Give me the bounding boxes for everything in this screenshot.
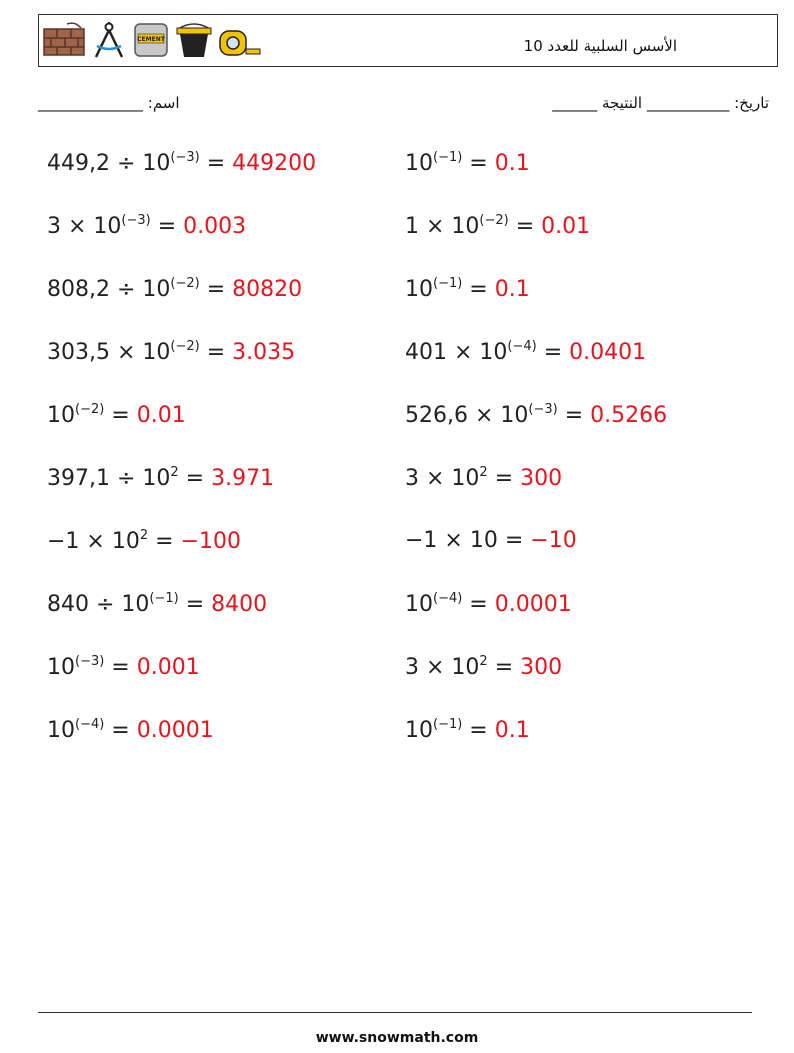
- problem-exponent: (−1): [433, 276, 463, 291]
- equals-sign: =: [462, 592, 495, 617]
- date-score-label: تاريخ: ___________ النتيجة ______: [552, 94, 769, 112]
- problem-exponent: (−4): [75, 717, 105, 732]
- problem-answer: 0.01: [136, 403, 186, 428]
- problem-item: [405, 717, 530, 743]
- problem-exponent: (−4): [433, 591, 463, 606]
- worksheet-title: الأسس السلبية للعدد 10: [523, 37, 677, 55]
- problem-item: [47, 528, 241, 554]
- problem-exponent: (−2): [479, 213, 509, 228]
- problem-expression: 10: [47, 403, 75, 428]
- problem-expression: 3 × 10: [47, 214, 122, 239]
- problem-answer: 0.5266: [590, 403, 668, 428]
- equals-sign: =: [104, 718, 137, 743]
- problem-answer: 0.0001: [136, 718, 214, 743]
- problem-answer: 449200: [232, 151, 317, 176]
- equals-sign: =: [178, 466, 212, 491]
- problem-expression: 808,2 ÷ 10: [47, 277, 171, 302]
- equals-sign: =: [104, 403, 137, 428]
- problem-item: [405, 591, 572, 617]
- name-field-label: اسم: ______________: [38, 94, 180, 112]
- problem-expression: −1 × 10: [47, 529, 140, 554]
- problem-answer: 0.001: [136, 655, 200, 680]
- problem-item: [47, 465, 274, 491]
- problem-expression: 10: [47, 718, 75, 743]
- problem-exponent: (−2): [75, 402, 105, 417]
- problem-expression: 303,5 × 10: [47, 340, 171, 365]
- problem-item: [405, 339, 646, 365]
- problem-exponent: (−2): [170, 276, 200, 291]
- problem-answer: 300: [520, 466, 563, 491]
- problem-exponent: (−2): [170, 339, 200, 354]
- equals-sign: =: [462, 151, 495, 176]
- problem-expression: 10: [405, 718, 433, 743]
- problem-expression: 3 × 10: [405, 655, 480, 680]
- problem-item: [405, 150, 530, 176]
- equals-sign: =: [150, 214, 184, 239]
- problem-answer: −10: [530, 528, 577, 553]
- problem-expression: 10: [405, 277, 433, 302]
- equals-sign: =: [462, 277, 495, 302]
- equals-sign: =: [557, 403, 591, 428]
- problem-expression: 10: [405, 592, 433, 617]
- problem-answer: 0.1: [494, 277, 530, 302]
- problem-item: [405, 213, 590, 239]
- equals-sign: =: [104, 655, 137, 680]
- problem-item: [47, 591, 267, 617]
- equals-sign: =: [199, 340, 233, 365]
- problem-exponent: (−3): [170, 150, 200, 165]
- problem-answer: −100: [180, 529, 241, 554]
- problem-expression: −1 × 10: [405, 528, 498, 553]
- problem-exponent: 2: [479, 465, 488, 480]
- problem-exponent: (−3): [121, 213, 151, 228]
- equals-sign: =: [462, 718, 495, 743]
- footer-url: www.snowmath.com: [315, 1030, 479, 1046]
- problem-answer: 3.035: [232, 340, 296, 365]
- problem-exponent: (−1): [433, 150, 463, 165]
- problem-answer: 0.01: [541, 214, 591, 239]
- problem-exponent: (−1): [433, 717, 463, 732]
- problem-item: [47, 654, 200, 680]
- problem-exponent: (−4): [507, 339, 537, 354]
- equals-sign: =: [536, 340, 570, 365]
- problem-item: [47, 717, 214, 743]
- equals-sign: =: [508, 214, 542, 239]
- cement-label: CEMENT: [137, 36, 165, 43]
- problem-expression: 449,2 ÷ 10: [47, 151, 171, 176]
- problem-expression: 397,1 ÷ 10: [47, 466, 171, 491]
- problem-item: [47, 213, 246, 239]
- problem-expression: 10: [405, 151, 433, 176]
- problem-item: [47, 276, 302, 302]
- problem-expression: 10: [47, 655, 75, 680]
- problem-answer: 0.0001: [494, 592, 572, 617]
- equals-sign: =: [178, 592, 212, 617]
- problem-item: [47, 339, 295, 365]
- problem-answer: 80820: [232, 277, 303, 302]
- problem-exponent: 2: [479, 654, 488, 669]
- problem-expression: 840 ÷ 10: [47, 592, 150, 617]
- equals-sign: =: [487, 466, 521, 491]
- problem-answer: 0.1: [494, 151, 530, 176]
- problem-exponent: (−3): [528, 402, 558, 417]
- equals-sign: =: [199, 151, 233, 176]
- problem-expression: 526,6 × 10: [405, 403, 529, 428]
- problem-item: [47, 150, 316, 176]
- equals-sign: =: [497, 528, 531, 553]
- equals-sign: =: [487, 655, 521, 680]
- problem-item: [405, 465, 562, 491]
- problem-answer: 300: [520, 655, 563, 680]
- problem-expression: 3 × 10: [405, 466, 480, 491]
- problem-answer: 0.0401: [569, 340, 647, 365]
- problem-expression: 1 × 10: [405, 214, 480, 239]
- equals-sign: =: [199, 277, 233, 302]
- problem-exponent: (−3): [75, 654, 105, 669]
- equals-sign: =: [148, 529, 181, 554]
- problem-answer: 8400: [211, 592, 268, 617]
- problem-answer: 0.1: [494, 718, 530, 743]
- problem-item: [405, 402, 667, 428]
- problem-exponent: 2: [170, 465, 179, 480]
- problem-answer: 0.003: [183, 214, 247, 239]
- footer-divider: [38, 1012, 752, 1013]
- problem-item: [47, 402, 186, 428]
- problem-exponent: (−1): [149, 591, 179, 606]
- problem-exponent: 2: [139, 528, 149, 543]
- problem-item: [405, 528, 577, 553]
- problem-item: [405, 654, 562, 680]
- problem-item: [405, 276, 530, 302]
- problem-expression: 401 × 10: [405, 340, 508, 365]
- problem-answer: 3.971: [211, 466, 275, 491]
